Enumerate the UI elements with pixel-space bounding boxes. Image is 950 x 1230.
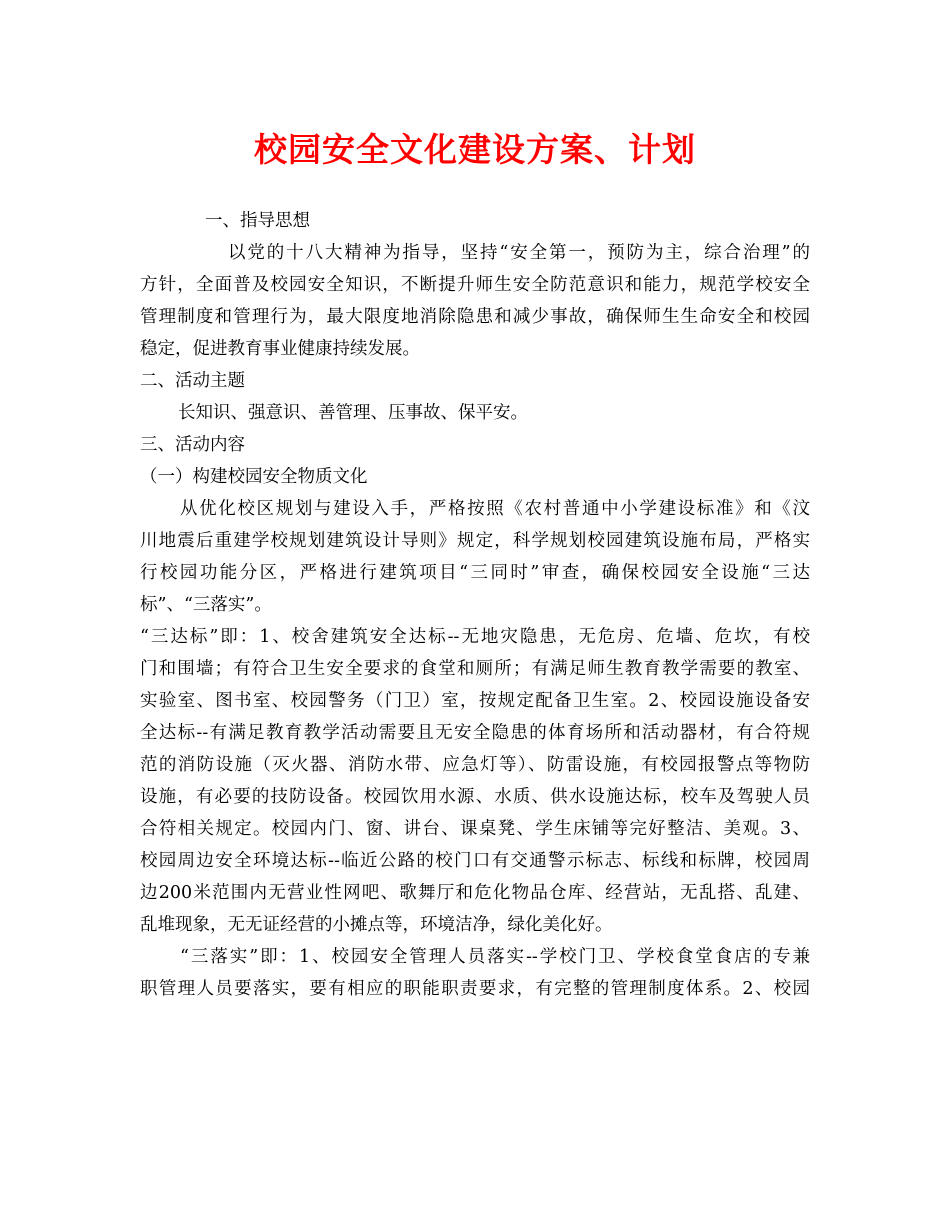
paragraph-line: 实验室、图书室、校园警务（门卫）室，按规定配备卫生室。2、校园设施设备安 (140, 691, 810, 711)
paragraph-line: 方针，全面普及校园安全知识，不断提升师生安全防范意识和能力，规范学校安全 (140, 275, 810, 295)
paragraph-line: 长知识、强意识、善管理、压事故、保平安。 (178, 403, 528, 423)
document-title: 校园安全文化建设方案、计划 (254, 130, 696, 169)
heading-activity-content: 三、活动内容 (140, 435, 245, 455)
paragraph-line: 行校园功能分区，严格进行建筑项目“三同时”审查，确保校园安全设施“三达 (140, 563, 810, 583)
paragraph-line: 边200米范围内无营业性网吧、歌舞厅和危化物品仓库、经营站，无乱搭、乱建、 (140, 883, 810, 903)
paragraph-line: 范的消防设施（灭火器、消防水带、应急灯等）、防雷设施，有校园报警点等物防 (140, 755, 810, 775)
paragraph-line: 以党的十八大精神为指导，坚持“安全第一，预防为主，综合治理”的 (228, 243, 810, 263)
paragraph-line: 职管理人员要落实，要有相应的职能职责要求，有完整的管理制度体系。2、校园 (140, 979, 810, 999)
paragraph-line: 设施，有必要的技防设备。校园饮用水源、水质、供水设施达标，校车及驾驶人员 (140, 787, 810, 807)
paragraph-line: 乱堆现象，无无证经营的小摊点等，环境洁净，绿化美化好。 (140, 915, 613, 935)
paragraph-line: “三达标”即：1、校舍建筑安全达标--无地灾隐患，无危房、危墙、危坎，有校 (140, 627, 810, 647)
paragraph-line: 稳定，促进教育事业健康持续发展。 (140, 339, 420, 359)
paragraph-line: 合符相关规定。校园内门、窗、讲台、课桌凳、学生床铺等完好整洁、美观。3、 (140, 819, 810, 839)
paragraph-line: 管理制度和管理行为，最大限度地消除隐患和减少事故，确保师生生命安全和校园 (140, 307, 810, 327)
paragraph-line: 从优化校区规划与建设入手，严格按照《农村普通中小学建设标准》和《汶 (180, 499, 810, 519)
paragraph-line: “三落实”即：1、校园安全管理人员落实--学校门卫、学校食堂食店的专兼 (180, 947, 810, 967)
paragraph-line: 门和围墙；有符合卫生安全要求的食堂和厕所；有满足师生教育教学需要的教室、 (140, 659, 810, 679)
heading-guiding-ideology: 一、指导思想 (205, 211, 310, 231)
subheading-physical-culture: （一）构建校园安全物质文化 (140, 467, 368, 487)
paragraph-line: 川地震后重建学校规划建筑设计导则》规定，科学规划校园建筑设施布局，严格实 (140, 531, 810, 551)
paragraph-line: 全达标--有满足教育教学活动需要且无安全隐患的体育场所和活动器材，有合符规 (140, 723, 810, 743)
paragraph-line: 校园周边安全环境达标--临近公路的校门口有交通警示标志、标线和标牌，校园周 (140, 851, 810, 871)
heading-activity-theme: 二、活动主题 (140, 371, 245, 391)
paragraph-line: 标”、“三落实”。 (140, 595, 272, 615)
